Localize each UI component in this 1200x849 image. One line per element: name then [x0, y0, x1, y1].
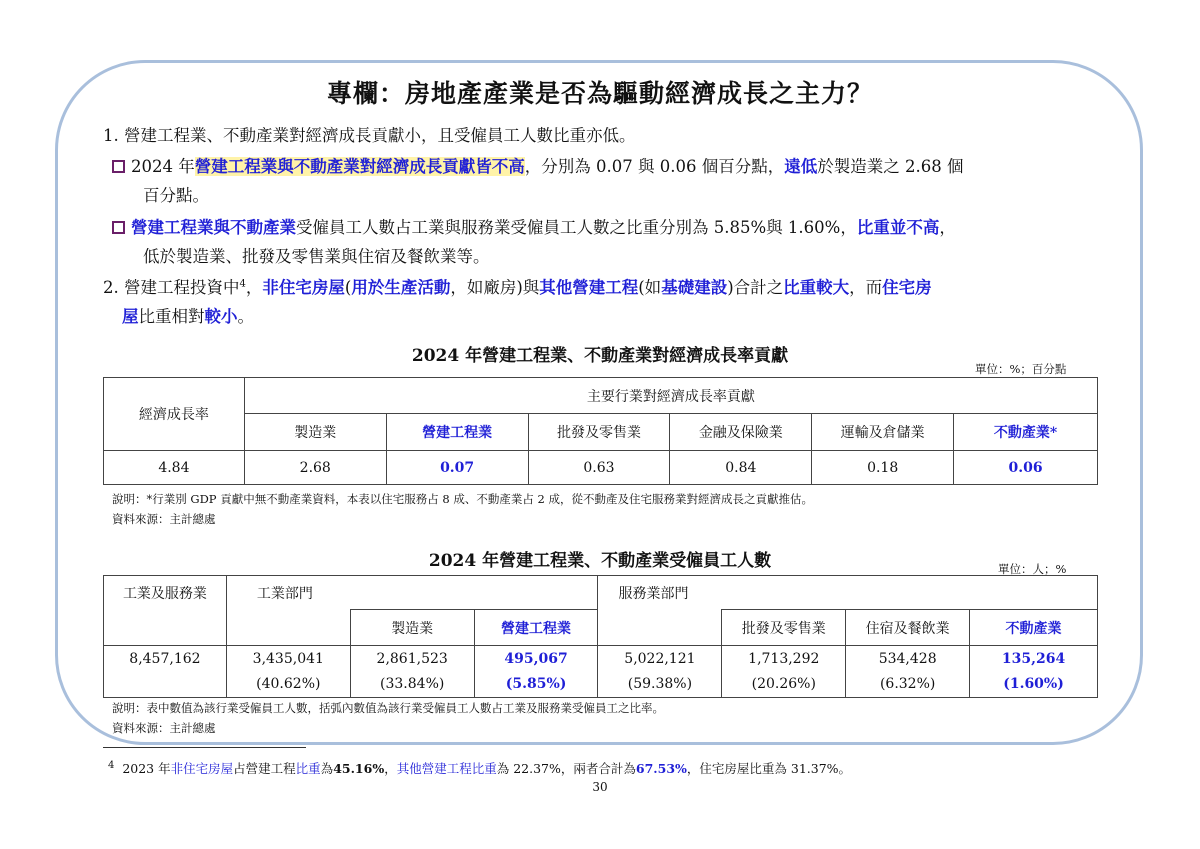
highlight-text: 營建工程業與不動產業對經濟成長貢獻皆不高 — [194, 157, 525, 176]
cell-value: 0.63 — [528, 451, 670, 485]
cell-value: 3,435,041 — [226, 646, 350, 672]
col-header: 不動產業 — [970, 610, 1098, 646]
col-header: 運輸及倉儲業 — [812, 414, 954, 451]
header-total: 工業及服務業 — [104, 576, 227, 646]
table-2-note: 說明：表中數值為該行業受僱員工人數，括弧內數值為該行業受僱員工人數占工業及服務業受僱員工之比率。 — [112, 701, 664, 715]
cell-value: 1,713,292 — [722, 646, 846, 672]
header-service-sector: 服務業部門 — [598, 576, 1098, 610]
point-1: 1. 營建工程業、不動產業對經濟成長貢獻小，且受僱員工人數比重亦低。 — [103, 126, 636, 145]
cell-gdp: 4.84 — [104, 451, 245, 485]
cell-percent: (33.84%) — [350, 672, 474, 698]
cell-value: 0.84 — [670, 451, 812, 485]
checkbox-icon — [112, 221, 125, 234]
bullet-2-line-2: 低於製造業、批發及零售業與住宿及餐飲業等。 — [143, 247, 490, 266]
page-title: 專欄：房地產產業是否為驅動經濟成長之主力？ — [326, 79, 873, 108]
point-2: 2. 營建工程投資中$^4$，非住宅房屋(用於生產活動，如廠房)與其他營建工程(如基礎建設)合計之比重較大，而住宅房 — [103, 278, 932, 297]
cell-value: 8,457,162 — [104, 646, 227, 672]
table-1-caption: 2024 年營建工程業、不動產業對經濟成長率貢獻 — [411, 346, 789, 366]
table-2-caption: 2024 年營建工程業、不動產業受僱員工人數 — [428, 551, 772, 571]
cell-percent: (59.38%) — [598, 672, 722, 698]
cell-value: 5,022,121 — [598, 646, 722, 672]
cell-value: 0.18 — [812, 451, 954, 485]
table-1-source: 資料來源：主計總處 — [112, 512, 216, 526]
cell-value: 0.06 — [954, 451, 1098, 485]
cell-percent: (20.26%) — [722, 672, 846, 698]
bullet-1-line-2: 百分點。 — [143, 186, 209, 205]
cell-percent: (1.60%) — [970, 672, 1098, 698]
cell-value: 534,428 — [846, 646, 970, 672]
cell-value: 495,067 — [474, 646, 598, 672]
col-header: 製造業 — [244, 414, 386, 451]
footnote-ref: 4 — [239, 278, 246, 290]
header-industry-contribution: 主要行業對經濟成長率貢獻 — [244, 378, 1097, 414]
cell-percent: (40.62%) — [226, 672, 350, 698]
table-row — [104, 646, 1098, 672]
col-header: 批發及零售業 — [528, 414, 670, 451]
table-row — [104, 672, 1098, 698]
col-header: 金融及保險業 — [670, 414, 812, 451]
table-1 — [103, 377, 1098, 485]
table-row — [104, 451, 1098, 485]
table-2 — [103, 575, 1098, 698]
header-gdp-growth: 經濟成長率 — [104, 378, 245, 451]
bullet-2: 營建工程業與不動產業受僱員工人數占工業與服務業受僱員工人數之比重分別為 5.85%與 1.60%，比重並不高， — [112, 216, 956, 240]
checkbox-icon — [112, 160, 125, 173]
col-header: 製造業 — [350, 610, 474, 646]
cell-value: 2,861,523 — [350, 646, 474, 672]
table-1-unit: 單位：%；百分點 — [975, 362, 1067, 376]
table-2-unit: 單位：人；% — [998, 562, 1067, 576]
cell-value: 135,264 — [970, 646, 1098, 672]
page-number: 30 — [592, 780, 608, 794]
cell-value: 2.68 — [244, 451, 386, 485]
col-header: 住宿及餐飲業 — [846, 610, 970, 646]
table-1-note: 說明：*行業別 GDP 貢獻中無不動產業資料，本表以住宅服務占 8 成、不動產業占 2 成，從不動產及住宅服務業對經濟成長之貢獻推估。 — [112, 492, 813, 506]
header-industry-sector: 工業部門 — [226, 576, 598, 610]
cell-value: 0.07 — [386, 451, 528, 485]
table-2-source: 資料來源：主計總處 — [112, 721, 216, 735]
col-header: 不動產業* — [954, 414, 1098, 451]
col-header: 營建工程業 — [474, 610, 598, 646]
footnote: $^4$ 2023 年非住宅房屋占營建工程比重為45.16%，其他營建工程比重為 22.37%，兩者合計為67.53%，住宅房屋比重為 31.37%。 — [108, 759, 852, 776]
footnote-divider — [103, 747, 306, 748]
cell-percent: (5.85%) — [474, 672, 598, 698]
bullet-1: 2024 年營建工程業與不動產業對經濟成長貢獻皆不高，分別為 0.07 與 0.06 個百分點，遠低於製造業之 2.68 個 — [112, 155, 963, 179]
col-header: 批發及零售業 — [722, 610, 846, 646]
col-header: 營建工程業 — [386, 414, 528, 451]
point-2-line-2: 屋比重相對較小。 — [122, 307, 254, 326]
cell-percent: (6.32%) — [846, 672, 970, 698]
